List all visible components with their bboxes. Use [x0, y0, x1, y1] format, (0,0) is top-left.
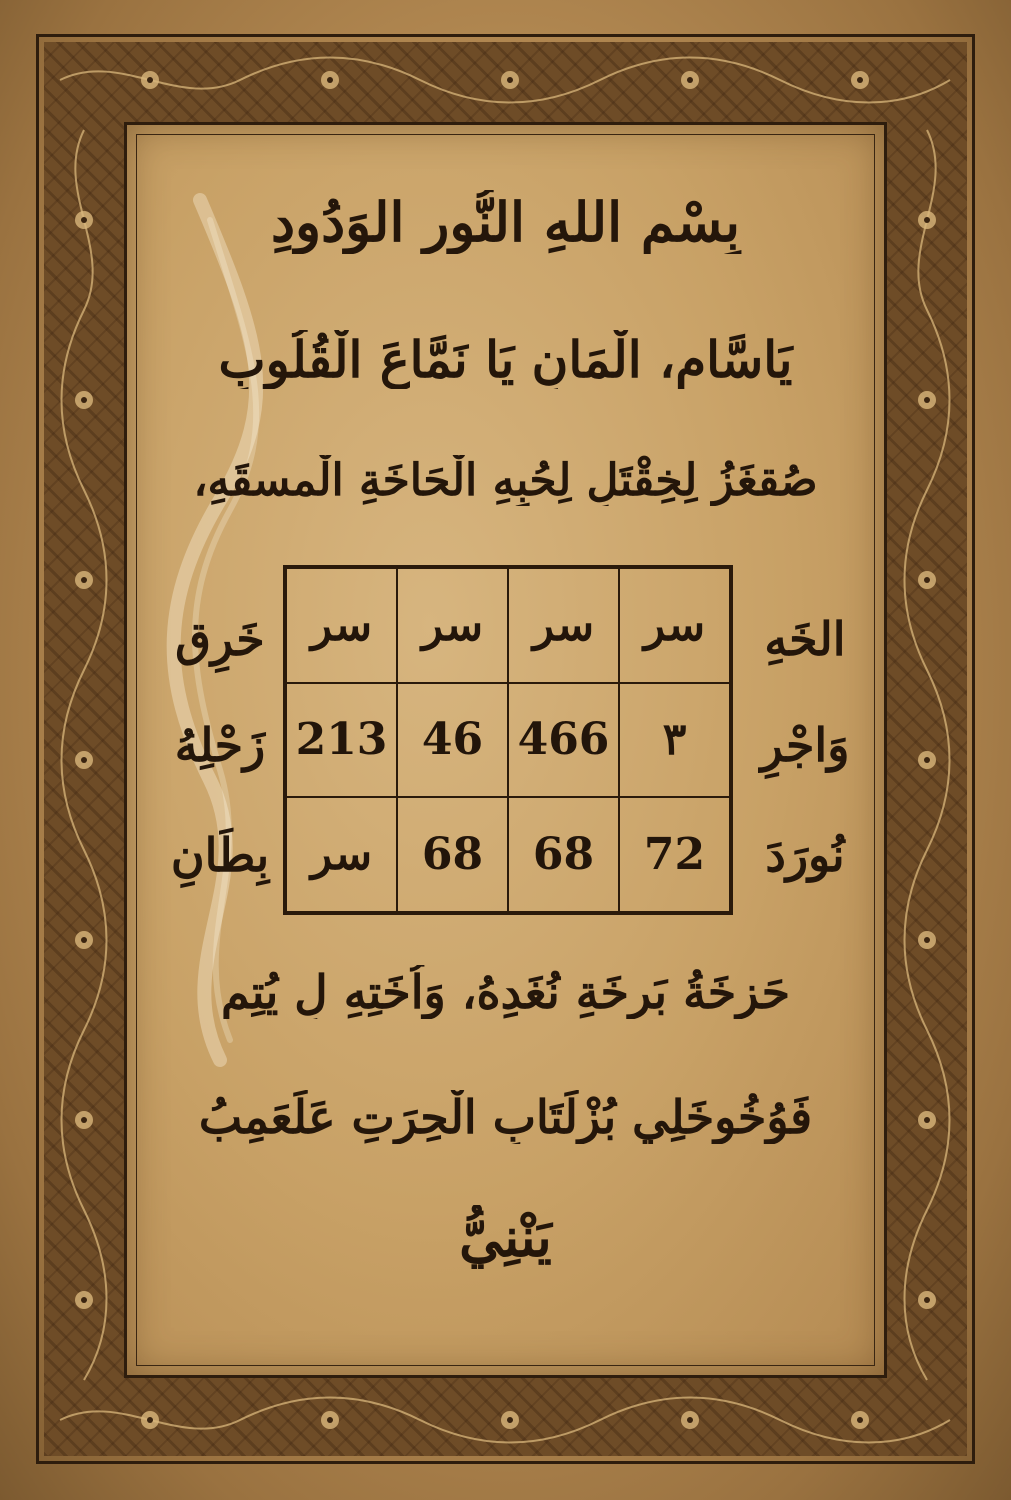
grid-cell: سر: [508, 568, 619, 683]
row2-left-label: زَحْلِهُ: [174, 718, 266, 772]
invocation-line: يَاسَّامِ، الْمَانِ يَا نَمَّاعَ الْقُلُوبِ: [218, 330, 793, 389]
closing-line-1: حَزخَةُ بَرِخَةِ نُغَدِهُ، وَاُخَتِهِ لِ يُتِمِ: [220, 965, 791, 1019]
bismillah-line: بِسْمِ اللهِ النُّورِ الوَدُودِ: [270, 190, 741, 254]
grid-cell: سر: [286, 797, 397, 912]
grid-cell: ٣: [619, 683, 730, 798]
grid-cell: سر: [286, 568, 397, 683]
row2-right-label: وَاجْرِ: [760, 718, 850, 772]
closing-line-3: يَنْنِيُّ: [459, 1205, 552, 1269]
row1-right-label: الخَهِ: [764, 612, 846, 666]
grid-cell: 68: [508, 797, 619, 912]
grid-cell: 466: [508, 683, 619, 798]
grid-cell: سر: [619, 568, 730, 683]
row3-left-label: بِطَانِ: [170, 828, 270, 882]
closing-line-2: فَوُخُوخَلِي بُزْلَتَابِ الْحِرَتِ عَلَعَمِبُ: [198, 1090, 813, 1144]
row1-left-label: خَرِق: [175, 612, 265, 666]
grid-cell: 72: [619, 797, 730, 912]
grid-cell: 213: [286, 683, 397, 798]
grid-cell: 68: [397, 797, 508, 912]
talisman-grid: [283, 565, 733, 915]
grid-cell: سر: [397, 568, 508, 683]
grid-cell: 46: [397, 683, 508, 798]
verse-line: صُقغَزُ لِخِقْتَلِ لِحُبِهِ الْحَاخَةِ الْمسقَهِ،: [193, 455, 818, 506]
row3-right-label: نُورَدَ: [765, 828, 845, 882]
